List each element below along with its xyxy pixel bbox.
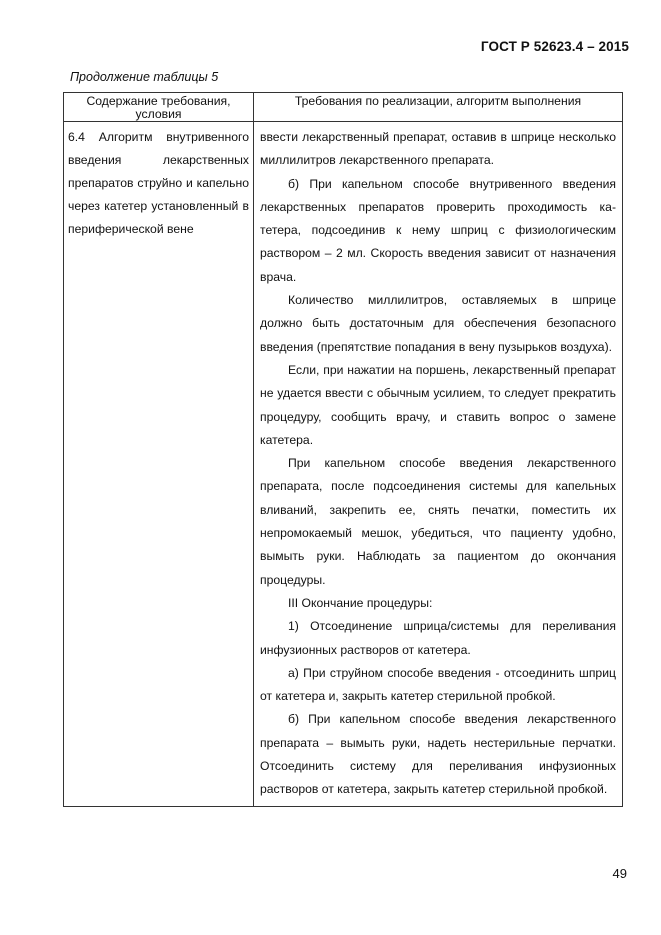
requirements-table	[63, 92, 623, 807]
requirements-cell	[254, 122, 623, 807]
requirements-text	[254, 122, 622, 806]
column-header-requirements: Требования по реализации, алгоритм выполнения	[254, 93, 623, 122]
requirement-paragraph: а) При струйном способе введения - отсоединить шприц от катетера и, закрыть катетер стерильной пробкой.	[260, 665, 616, 704]
requirement-paragraph: III Окончание процедуры:	[288, 595, 433, 610]
requirement-paragraph: Количество миллилитров, оставляемых в шприце должно быть достаточным для обеспечения безопасного введения (препятствие попадания в вену пузырьков воздуха).	[260, 293, 616, 354]
requirement-paragraph: ввести лекарственный препарат, оставив в шприце несколько миллилитров лекарственного препарата.	[260, 130, 616, 168]
table-header-row	[64, 93, 623, 122]
condition-text: 6.4 Алгоритм внутривенного введения лекарственных препаратов струйно и капельно через катетер установленный в периферической вене	[68, 130, 249, 236]
table-row	[64, 122, 623, 807]
requirement-paragraph: 1) Отсоединение шприца/системы для переливания инфузионных растворов от катетера.	[260, 619, 616, 657]
table-caption: Продолжение таблицы 5	[70, 70, 219, 84]
condition-cell	[64, 122, 254, 807]
page-number: 49	[612, 866, 627, 881]
requirement-paragraph: При капельном способе введения лекарственного препарата, после подсоединения системы для капельных вливаний, закрепить ее, снять печатки, поместить их непромокаемый мешок, убедиться, что пациенту удобно, вымыть руки. Наблюдать за пациентом до окончания процедуры.	[260, 456, 616, 587]
requirement-paragraph: б) При капельном способе введения лекарственного препарата – вымыть руки, надеть нестерильные перчатки. Отсоединить систему для переливания инфузионных растворов от катетера, закрыть катетер стерильной пробкой.	[260, 712, 616, 797]
column-header-condition: Содержание требования, условия	[64, 93, 254, 122]
requirement-paragraph: б) При капельном способе внутривенного введения лекарственных препаратов проверить проходимость катетера, подсоединив к нему шприц с физиологическим раствором – 2 мл. Скорость введения зависит от назначения врача.	[260, 176, 616, 284]
requirement-paragraph: Если, при нажатии на поршень, лекарственный препарат не удается ввести с обычным усилием, то следует прекратить процедуру, сообщить врачу, и ставить вопрос о замене катетера.	[260, 362, 616, 447]
standard-code: ГОСТ Р 52623.4 – 2015	[480, 39, 629, 54]
